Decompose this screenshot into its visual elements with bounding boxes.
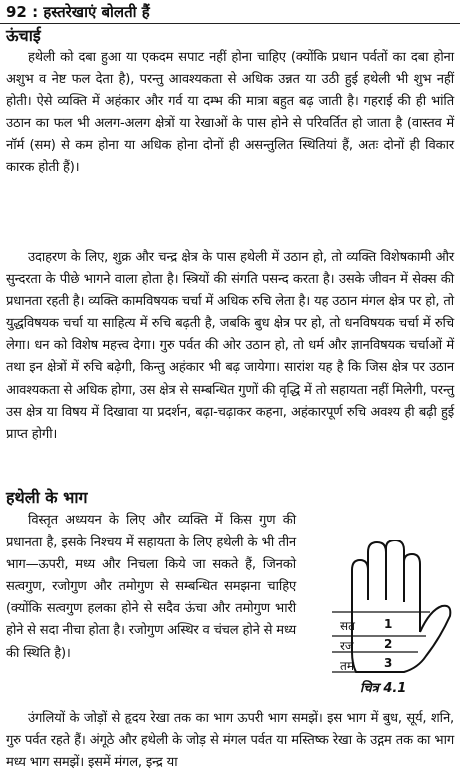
paragraph-2: उदाहरण के लिए, शुक्र और चन्द्र क्षेत्र के पास हथेली में उठान हो, तो व्यक्ति विशेषकामी और सुन्दरता के पीछे भागने वाला होता है। स्त्रियों की संगति पसन्द करता है। उसके जीवन में सेक्स की प्रधानता रहती है। व्यक्ति कामविषयक चर्चा में अधिक रुचि लेता है। यह उठान मंगल क्षेत्र पर हो, तो युद्धविषयक चर्चा या साहित्य में रुचि बढ़ती है, जबकि बुध क्षेत्र पर हो, तो धनविषयक चर्चा में रुचि लेगा। धन को विशेष महत्त्व देगा। गुरु पर्वत की ओर उठान हो, तो धर्म और ज्ञानविषयक चर्चाओं में तथा इन क्षेत्रों में रुचि बढ़ेगी, किन्तु अहंकार भी बढ़ जायेगा। सारांश यह है कि जिस क्षेत्र पर उठान आवश्यकता से अधिक होगा, उस क्षेत्र से सम्बन्धित गुणों की वृद्धि में तो सहायता नहीं मिलेगी, परन्तु उस क्षेत्र या विषय में दिखावा या प्रदर्शन, बढ़ा-चढ़ाकर कहना, अहंकारपूर्ण रुचि अवश्य ही बढ़ी हुई प्राप्त होगी। bbox=[6, 250, 454, 442]
zone-number-1: 1 bbox=[384, 617, 393, 631]
paragraph-4: उंगलियों के जोड़ों से हृदय रेखा तक का भाग ऊपरी भाग समझें। इस भाग में बुध, सूर्य, शनि, गुरु पर्वत रहते हैं। अंगूठे और हथेली के जोड़ से मंगल पर्वत या मस्तिष्क रेखा के उद्गम तक का भाग मध्य भाग समझें। इसमें मंगल, इन्द्र या bbox=[6, 711, 454, 771]
palm-figure bbox=[300, 540, 458, 740]
zone-number-2: 2 bbox=[384, 637, 393, 651]
figure-caption: चित्र 4.1 bbox=[360, 681, 407, 696]
paragraph-3: विस्तृत अध्ययन के लिए और व्यक्ति में किस गुण की प्रधानता है, इसके निश्चय में सहायता के लिए हथेली के भी तीन भाग—ऊपरी, मध्य और निचला किये जा सकते हैं, जिनको सत्वगुण, रजोगुण और तमोगुण से सम्बन्धित समझना चाहिए (क्योंकि सत्वगुण हलका होने से सदैव ऊंचा और तमोगुण भारी होने से सदा नीचा होता है। रजोगुण अस्थिर व चंचल होने से मध्य की स्थिति है)। bbox=[6, 513, 296, 661]
zone-number-3: 3 bbox=[384, 656, 393, 670]
zone-label-tam: तम bbox=[340, 659, 355, 673]
paragraph-1: हथेली को दबा हुआ या एकदम सपाट नहीं होना चाहिए (क्योंकि प्रधान पर्वतों का दबा होना अशुभ व नेष्ट फल देता है), परन्तु आवश्यकता से अधिक उन्नत या उठी हुई हथेली भी शुभ नहीं होती। ऐसे व्यक्ति में अहंकार और गर्व या दम्भ की मात्रा बहुत बढ़ जाती है। गहराई की ही भांति उठान का फल भी अलग-अलग क्षेत्रों या रेखाओं के पास होने से परिवर्तित हो जाता है (वास्तव में नॉर्म (सम) से कम होना या अधिक होना दोनों ही असन्तुलित स्थितियां हैं, अतः दोनों ही विकार कारक होती हैं)। bbox=[6, 50, 454, 176]
section-heading-height: ऊंचाई bbox=[6, 26, 41, 45]
zone-label-raj: रज bbox=[340, 639, 354, 653]
header-rule bbox=[0, 23, 460, 24]
palm-outline-icon bbox=[300, 540, 458, 680]
section-heading-palm-parts: हथेली के भाग bbox=[6, 488, 88, 507]
page-header: 92 : हस्तरेखाएं बोलती हैं bbox=[6, 3, 150, 21]
zone-label-sat: सत bbox=[340, 619, 355, 633]
